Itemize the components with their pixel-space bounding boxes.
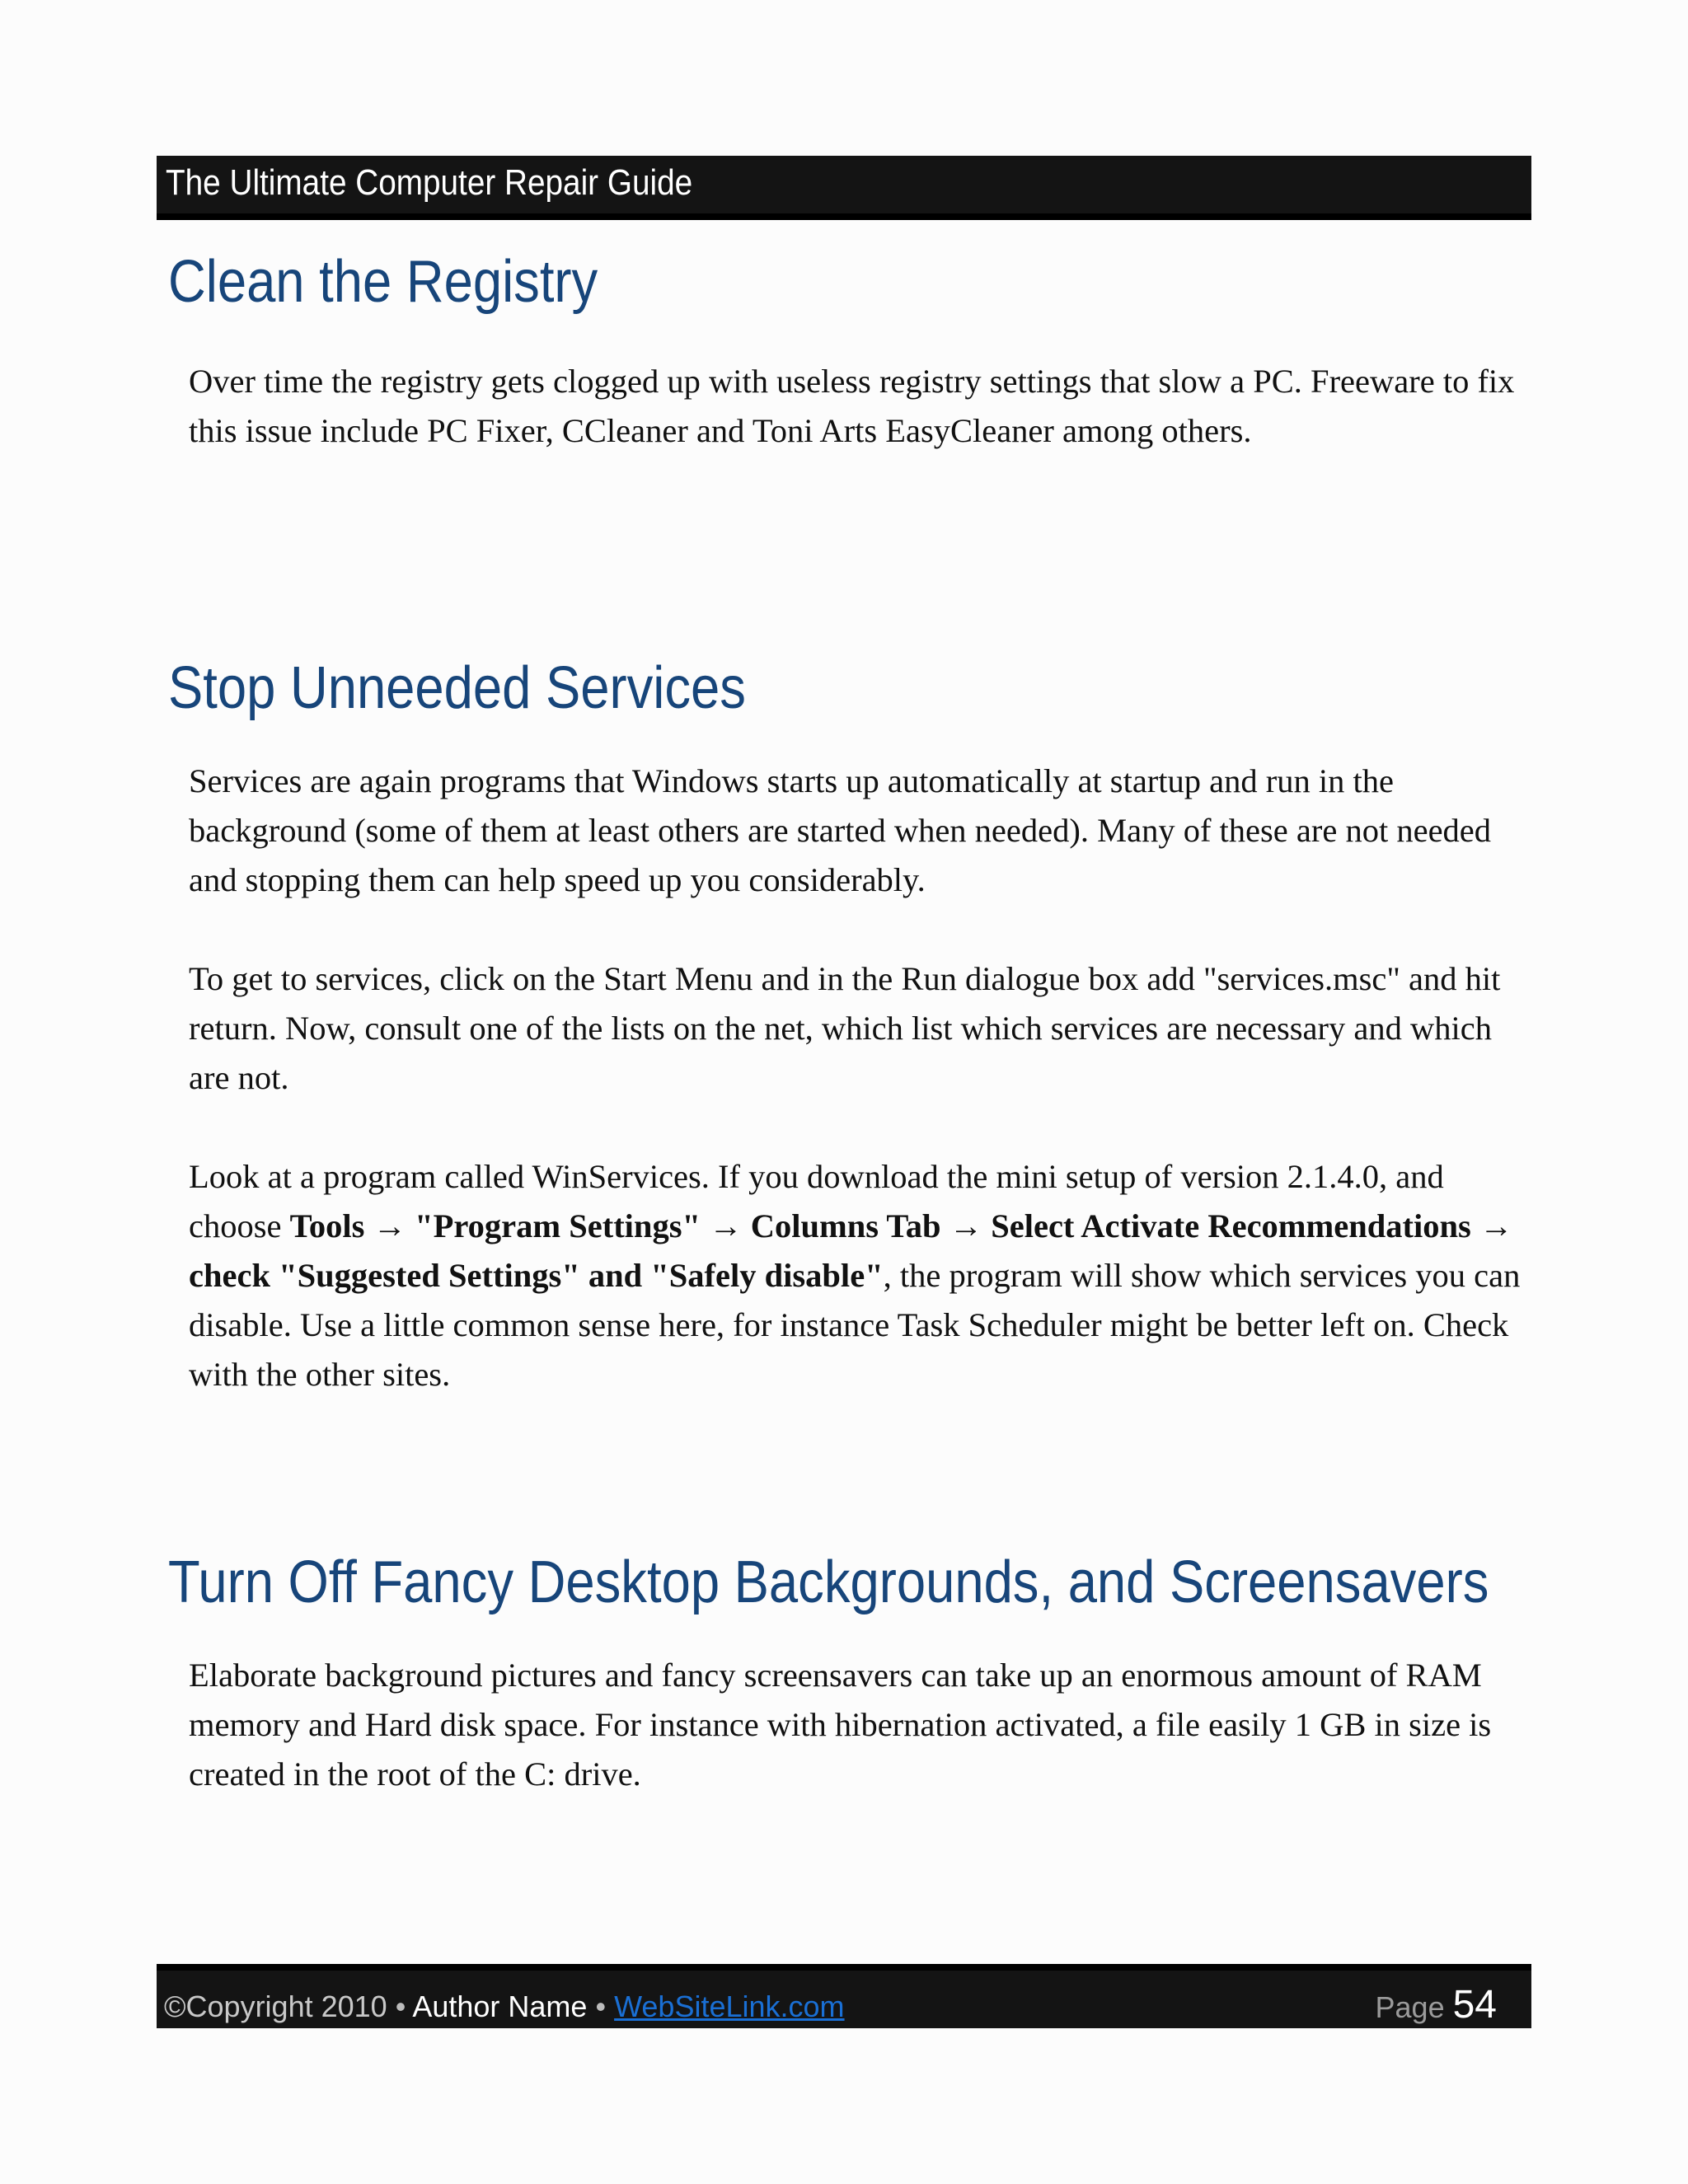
footer-website-link[interactable]: WebSiteLink.com <box>614 1990 845 2023</box>
paragraph-clean-registry: Over time the registry gets clogged up with useless registry settings that slow a PC. Freeware to fix this issue include PC Fixer, CCleaner and Toni Arts EasyCleaner among others. <box>189 363 1515 449</box>
running-header-title: The Ultimate Computer Repair Guide <box>166 162 693 203</box>
footer-bullet: • <box>395 1990 406 2023</box>
page-label: Page <box>1375 1990 1445 2024</box>
paragraph-services-howto: To get to services, click on the Start Menu and in the Run dialogue box add "services.msc" and hit return. Now, consult one of the lists on the net, which list which services are necessary and which are not. <box>189 960 1501 1096</box>
page-footer <box>157 1964 1531 2028</box>
winservices-text-before: Look at a program called WinServices. If you download the mini setup of version 2.1.4.0, and choose <box>189 1158 1444 1244</box>
page-number-block <box>1376 1982 1497 2027</box>
footer-credits <box>164 1989 845 2025</box>
running-header <box>157 156 1531 220</box>
winservices-menu-path: Tools → "Program Settings" → Columns Tab → Select Activate Recommendations → check "Suggested Settings" and "Safely disable" <box>189 1207 1513 1294</box>
winservices-text-after: , the program will show which services you can disable. Use a little common sense here, for instance Task Scheduler might be better left on. Check with the other sites. <box>189 1257 1521 1393</box>
footer-bullet: • <box>595 1990 607 2023</box>
section-heading-clean-registry: Clean the Registry <box>168 249 598 315</box>
section-heading-stop-services: Stop Unneeded Services <box>168 655 746 721</box>
footer-copyright: ©Copyright 2010 <box>164 1990 387 2023</box>
page-number: 54 <box>1452 1983 1497 2027</box>
section-heading-desktop-backgrounds: Turn Off Fancy Desktop Backgrounds, and Screensavers <box>168 1549 1489 1615</box>
paragraph-winservices <box>189 1152 1524 1399</box>
paragraph-desktop-backgrounds: Elaborate background pictures and fancy screensavers can take up an enormous amount of RAM memory and Hard disk space. For instance with hibernation activated, a file easily 1 GB in size is created in the root of the C: drive. <box>189 1657 1492 1793</box>
paragraph-services-intro: Services are again programs that Windows starts up automatically at startup and run in the background (some of them at least others are started when needed). Many of these are not needed and stopping them can help speed up you considerably. <box>189 762 1492 898</box>
footer-author: Author Name <box>412 1990 588 2023</box>
